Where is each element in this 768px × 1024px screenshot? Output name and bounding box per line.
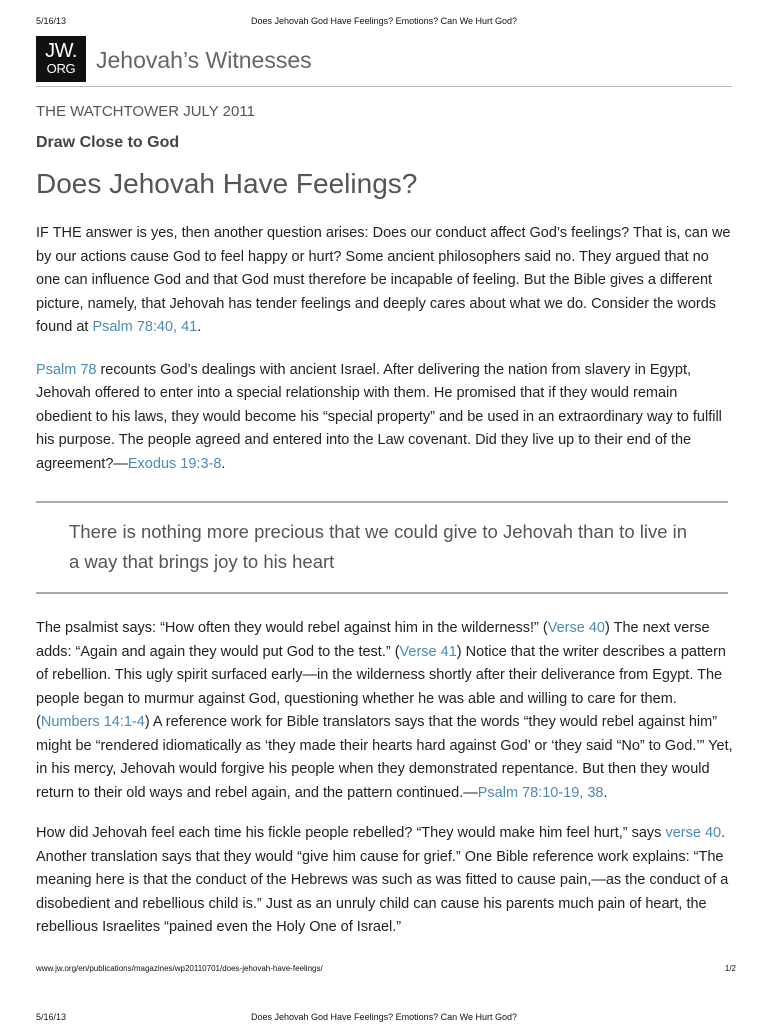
pull-quote bbox=[36, 501, 728, 594]
print-title: Does Jehovah God Have Feelings? Emotions? Can We Hurt God? bbox=[251, 1012, 517, 1022]
site-name[interactable]: Jehovah’s Witnesses bbox=[96, 47, 312, 73]
paragraph-text: IF THE answer is yes, then another question arises: Does our conduct affect God’s feelings? That is, can we by our actions cause God to feel happy or hurt? Some ancient philosophers said no. They argued that no one can influence God and that God must therefore be incapable of feeling. But the Bible gives a different picture, namely, that Jehovah has tender feelings and deeply cares about what we do. Consider the words found at bbox=[36, 225, 731, 335]
site-header bbox=[36, 36, 732, 88]
next-page-header bbox=[0, 1012, 768, 1024]
paragraph-4 bbox=[36, 822, 736, 940]
paragraph-text: The psalmist says: “How often they would rebel against him in the wilderness!” ( bbox=[36, 620, 548, 636]
paragraph-text: ) Notice that the writer describes a pattern of rebellion. This ugly spirit surfaced early—in the wilderness shortly after their deliverance from Egypt. The people began to murmur against God, questioning whether he was able and willing to care for them. ( bbox=[36, 643, 726, 730]
print-date: 5/16/13 bbox=[36, 16, 67, 26]
paragraph-text: . bbox=[197, 319, 202, 335]
scripture-link[interactable]: Psalm 78:40, 41 bbox=[92, 319, 198, 335]
article-headline: Does Jehovah Have Feelings? bbox=[36, 168, 418, 199]
article bbox=[36, 100, 736, 940]
print-footer bbox=[0, 964, 768, 976]
print-header bbox=[0, 16, 768, 30]
paragraph-text: How did Jehovah feel each time his fickle people rebelled? “They would make him feel hurt,” says bbox=[36, 825, 666, 841]
pull-quote-text: There is nothing more precious that we could give to Jehovah than to live in a way that brings joy to his heart bbox=[69, 521, 688, 572]
print-title: Does Jehovah God Have Feelings? Emotions? Can We Hurt God? bbox=[251, 16, 517, 26]
paragraph-3 bbox=[36, 617, 736, 805]
issue-label: THE WATCHTOWER JULY 2011 bbox=[36, 103, 255, 120]
paragraph-1 bbox=[36, 222, 736, 340]
scripture-link[interactable]: Verse 40 bbox=[547, 620, 605, 636]
page-number: 1/2 bbox=[724, 964, 736, 973]
paragraph-text: ) The next verse adds: “Again and again they would put God to the test.” ( bbox=[36, 620, 710, 660]
paragraph-text: ) A reference work for Bible translators says that the words “they would rebel against him” might be “rendered idiomatically as ‘they made their hearts hard against God’ or ‘they said “No” to God.’” Yet, in his mercy, Jehovah would forgive his people when they demonstrated repentance. But then they would return to their old ways and rebel again, and the pattern continued.— bbox=[36, 714, 733, 801]
paragraph-2 bbox=[36, 359, 736, 477]
paragraph-text: . bbox=[221, 455, 226, 472]
jw-org-logo[interactable] bbox=[36, 36, 86, 82]
paragraph-text: . Another translation says that they would “give him cause for grief.” One Bible reference work explains: “The meaning here is that the conduct of the Hebrews was such as was fitted to cause pain,—as the conduct of a disobedient and rebellious child is.” Just as an unruly child can cause his parents much pain of heart, the rebellious Israelites “pained even the Holy One of Israel.” bbox=[36, 825, 729, 935]
scripture-link[interactable]: Verse 41 bbox=[399, 643, 457, 660]
scripture-link[interactable]: Psalm 78 bbox=[36, 361, 97, 378]
logo-bottom-text: ORG bbox=[46, 61, 76, 76]
scripture-link[interactable]: Numbers 14:1-4 bbox=[40, 714, 145, 730]
scripture-link[interactable]: Exodus 19:3-8 bbox=[127, 455, 222, 472]
paragraph-text: . bbox=[603, 784, 608, 801]
header-divider bbox=[36, 86, 732, 87]
paragraph-text: recounts God’s dealings with ancient Israel. After delivering the nation from slavery in Egypt, Jehovah offered to enter into a special relationship with them. He promised that if they would remain obedient to his laws, they would become his “special property” and be used in an extraordinary way to fulfill his purpose. The people agreed and entered into the Law covenant. Did they live up to their end of the agreement?— bbox=[36, 361, 722, 472]
page-url: www.jw.org/en/publications/magazines/wp20110701/does-jehovah-have-feelings/ bbox=[36, 964, 323, 973]
logo-top-text: JW. bbox=[45, 40, 77, 62]
scripture-link[interactable]: verse 40 bbox=[665, 825, 722, 841]
column-title: Draw Close to God bbox=[36, 134, 180, 151]
print-date: 5/16/13 bbox=[36, 1012, 67, 1022]
scripture-link[interactable]: Psalm 78:10-19, 38 bbox=[477, 784, 604, 801]
